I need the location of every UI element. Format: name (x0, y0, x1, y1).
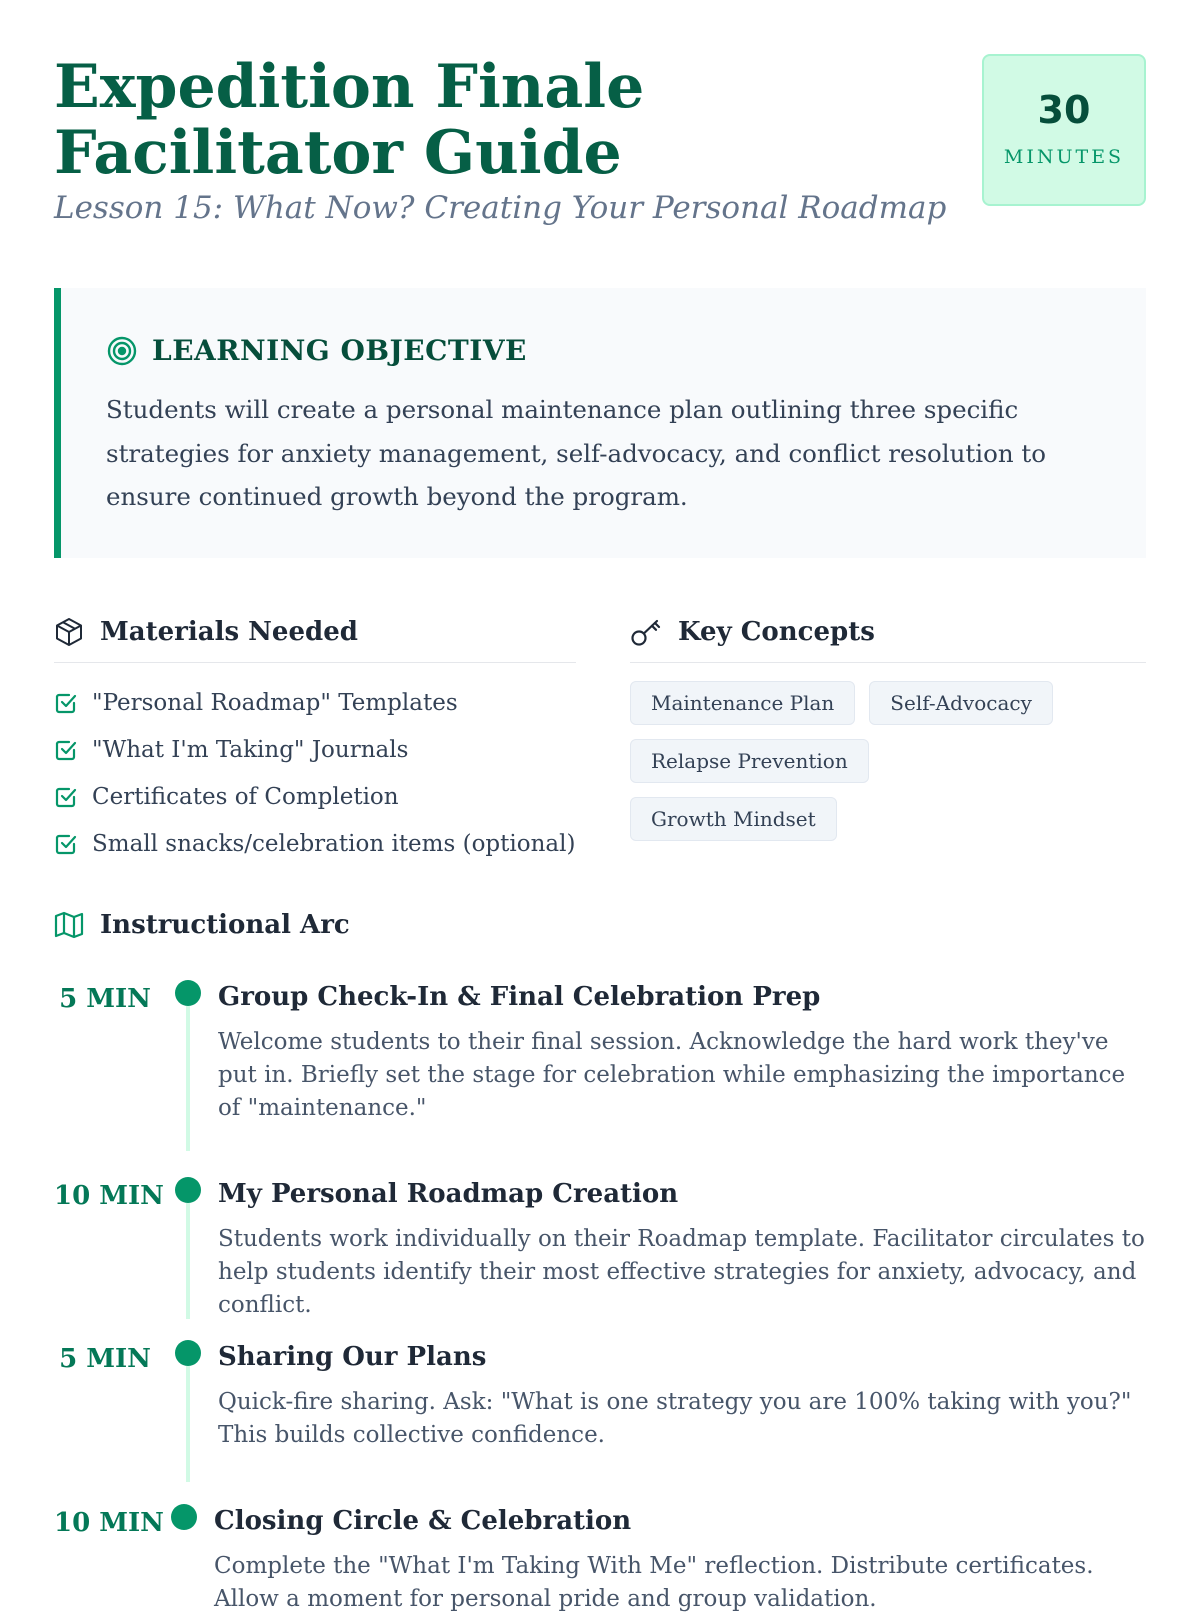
step-description: Quick-fire sharing. Ask: "What is one strategy you are 100% taking with you?" This builds collective confidence. (218, 1389, 1132, 1448)
step-title: Group Check-In & Final Celebration Prep (218, 982, 821, 1012)
concept-chip: Growth Mindset (630, 797, 837, 841)
concept-chip: Maintenance Plan (630, 681, 855, 725)
page-title: Expedition Finale Facilitator Guide (54, 52, 645, 188)
concept-chip: Relapse Prevention (630, 739, 869, 783)
material-item-label: Small snacks/celebration items (optional) (92, 830, 576, 857)
duration-value: 30 (1037, 88, 1091, 132)
facilitator-guide-page (54, 0, 1146, 1612)
map-icon (54, 911, 84, 939)
step-duration: 5 MIN (59, 984, 151, 1014)
materials-section (54, 610, 576, 867)
checkbox-checked-icon (54, 738, 78, 762)
timeline-dot (175, 980, 201, 1006)
timeline-dot (171, 1504, 197, 1530)
timeline-line (186, 1203, 190, 1319)
objective-heading-label: LEARNING OBJECTIVE (152, 334, 527, 367)
duration-unit: MINUTES (1003, 146, 1125, 168)
target-icon (106, 335, 138, 367)
step-title: My Personal Roadmap Creation (218, 1179, 679, 1209)
timeline-line (186, 1006, 190, 1151)
key-concepts-section (630, 610, 1146, 841)
step-title: Sharing Our Plans (218, 1342, 487, 1372)
material-item-label: "Personal Roadmap" Templates (92, 689, 458, 716)
timeline-dot (175, 1177, 201, 1203)
material-item (54, 820, 576, 867)
timeline-step (54, 1494, 1146, 1614)
materials-heading (54, 610, 576, 663)
timeline-step (54, 1167, 1146, 1330)
material-item-label: Certificates of Completion (92, 783, 399, 810)
objective-text: Students will create a personal maintenance plan outlining three specific strategies for anxiety management, self-advocacy, and conflict resolution to ensure continued growth beyond the program. (106, 395, 1046, 511)
timeline-step (54, 970, 1146, 1167)
key-icon (630, 617, 662, 647)
material-item (54, 773, 576, 820)
header (54, 0, 1146, 250)
materials-list (54, 679, 576, 867)
checkbox-checked-icon (54, 691, 78, 715)
key-concepts-heading-label: Key Concepts (678, 617, 875, 647)
material-item (54, 679, 576, 726)
material-item-label: "What I'm Taking" Journals (92, 736, 409, 763)
timeline-dot (175, 1340, 201, 1366)
key-concepts-heading (630, 610, 1146, 663)
material-item (54, 726, 576, 773)
step-description: Welcome students to their final session. Acknowledge the hard work they've put in. Briefly set the stage for celebration while emphasizing the importance of "maintenance." (218, 1029, 1126, 1121)
timeline-step (54, 1330, 1146, 1494)
timeline-line (186, 1366, 190, 1482)
box-icon (54, 617, 84, 647)
page-subtitle: Lesson 15: What Now? Creating Your Personal Roadmap (54, 190, 947, 226)
step-duration: 5 MIN (59, 1344, 151, 1374)
learning-objective-panel (54, 288, 1146, 558)
duration-badge (982, 54, 1146, 206)
concept-chips (630, 681, 1080, 841)
step-title: Closing Circle & Celebration (214, 1506, 632, 1536)
step-duration: 10 MIN (54, 1508, 164, 1538)
instructional-arc-label: Instructional Arc (100, 910, 350, 940)
step-duration: 10 MIN (54, 1181, 164, 1211)
materials-heading-label: Materials Needed (100, 617, 358, 647)
checkbox-checked-icon (54, 832, 78, 856)
checkbox-checked-icon (54, 785, 78, 809)
step-description: Complete the "What I'm Taking With Me" reflection. Distribute certificates. Allow a moment for personal pride and group validation. (214, 1553, 1094, 1612)
objective-heading (106, 334, 527, 367)
concept-chip: Self-Advocacy (869, 681, 1053, 725)
step-description: Students work individually on their Roadmap template. Facilitator circulates to help students identify their most effective strategies for anxiety, advocacy, and conflict. (218, 1226, 1145, 1318)
instructional-arc-heading (54, 910, 350, 940)
